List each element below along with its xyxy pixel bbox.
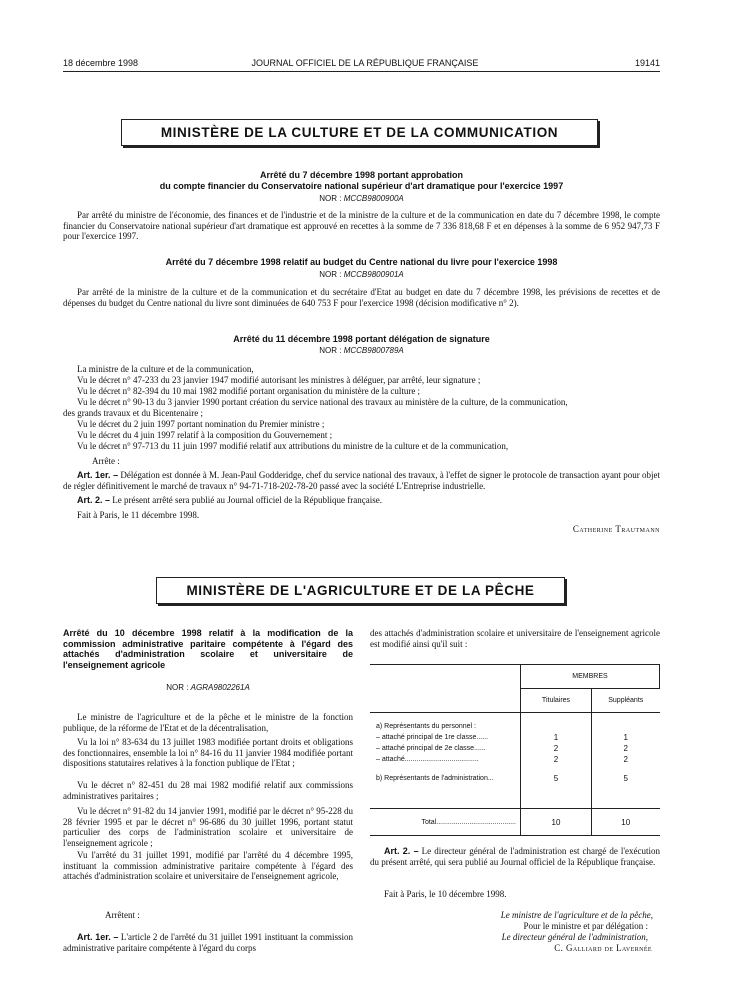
- article-label: Art. 2. –: [77, 495, 111, 505]
- table-cell: [521, 721, 591, 732]
- decree2-nor: [63, 270, 660, 280]
- decree3-title: Arrêté du 11 décembre 1998 portant délégation de signature: [233, 334, 490, 344]
- ministry-agriculture-banner: MINISTÈRE DE L'AGRICULTURE ET DE LA PÊCHE: [156, 577, 565, 604]
- table-row-label: – attaché principal de 2e classe......: [376, 745, 486, 752]
- article-label: Art. 2. –: [384, 846, 419, 856]
- header-rule: [63, 71, 660, 72]
- decree3-line: Vu le décret n° 47-233 du 23 janvier 1947 modifié autorisant les ministres à déléguer, par arrêté, leur signature ;: [77, 375, 481, 385]
- nor-code: MCCB9800900A: [343, 194, 404, 203]
- table-row-labels: [370, 713, 521, 809]
- decree2-title: Arrêté du 7 décembre 1998 relatif au budget du Centre national du livre pour l'exercice 1998: [165, 257, 558, 267]
- table-row-label: – attaché......................................: [376, 756, 479, 763]
- decree4-signature-name: C. Galliard de Lavernée: [554, 943, 652, 953]
- table-cell: 2: [623, 744, 628, 753]
- decree3-line: La ministre de la culture et de la communication,: [77, 364, 254, 374]
- header-page-number: 19141: [634, 58, 660, 68]
- decree4-title: Arrêté du 10 décembre 1998 relatif à la modification de la commission administrative paritaire compétente à l'égard des attachés d'administration scolaire et universitaire de l'enseignement agricole: [63, 628, 353, 670]
- table-corner: [370, 665, 521, 713]
- decree3-line: Vu le décret du 2 juin 1997 portant nomination du Premier ministre ;: [77, 419, 325, 429]
- decree3-line: Vu le décret n° 97-713 du 11 juin 1997 modifié relatif aux attributions du ministre de la culture et de la communication,: [77, 441, 509, 451]
- decree4-nor: [63, 683, 353, 693]
- table-cell: 1: [553, 733, 559, 742]
- table-cell: [592, 721, 660, 732]
- decree4-signature-line: Le ministre de l'agriculture et de la pêche,: [500, 910, 653, 920]
- decree3-arrete: Arrête :: [92, 456, 120, 466]
- decree3-signature: Catherine Trautmann: [572, 524, 660, 534]
- table-cell: 2: [553, 744, 559, 753]
- article-text: Le présent arrêté sera publié au Journal officiel de la République française.: [110, 495, 382, 505]
- ministry-culture-banner: MINISTÈRE DE LA CULTURE ET DE LA COMMUNICATION: [121, 119, 598, 146]
- table-col-titulaires: [521, 713, 592, 809]
- decree4-right-intro: des attachés d'administration scolaire et universitaire de l'enseignement agricole est modifié ainsi qu'il suit :: [370, 628, 660, 649]
- nor-label: NOR :: [319, 346, 344, 355]
- nor-code: MCCB9800901A: [343, 270, 404, 279]
- article-label: Art. 1er. –: [77, 932, 119, 942]
- table-cell: 2: [623, 755, 628, 764]
- table-total-label: Total.........................................: [370, 809, 521, 836]
- decree4-signature-line: Le directeur général de l'administration,: [501, 932, 648, 942]
- decree3-line: Vu le décret n° 82-394 du 10 mai 1982 modifié portant organisation du ministère de la culture ;: [77, 386, 421, 396]
- header-date: 18 décembre 1998: [63, 58, 139, 68]
- nor-label: NOR :: [166, 683, 191, 692]
- decree1-title-line2: du compte financier du Conservatoire national supérieur d'art dramatique pour l'exercice 1997: [159, 181, 564, 191]
- decree3-line: Vu le décret n° 90-13 du 3 janvier 1990 portant création du service national des travaux au ministère de la culture, de la communication,: [77, 397, 568, 407]
- nor-code: AGRA9802261A: [190, 683, 250, 692]
- table-total-suppleants: 10: [592, 809, 660, 836]
- table-col-header: Titulaires: [521, 689, 592, 713]
- article-label: Art. 1er. –: [77, 470, 119, 480]
- table-cell: 5: [623, 774, 628, 783]
- article-text: Le directeur général de l'administration est chargé de l'exécution du présent arrêté, qui sera publié au Journal officiel de la République française.: [370, 846, 660, 867]
- decree4-para: Vu la loi n° 83-634 du 13 juillet 1983 modifiée portant droits et obligations des fonctionnaires, ensemble la loi n° 84-16 du 11 janvier 1984 modifiée portant dispositions statutaires relatives à la fonction publique de l'Etat ;: [63, 737, 353, 769]
- decree1-text: Par arrêté du ministre de l'économie, des finances et de l'industrie et de la ministre de la culture et de la communication en date du 7 décembre 1998, le compte financier du Conservatoire national supérieur d'art dramatique est approuvé en recettes à la somme de 7 336 818,68 F et en dépenses à la somme de 6 952 947,73 F pour l'exercice 1997.: [63, 210, 660, 241]
- table-cell: 5: [553, 774, 559, 783]
- decree4-done: Fait à Paris, le 10 décembre 1998.: [384, 889, 507, 899]
- table-cell: 1: [623, 733, 628, 742]
- decree3-article1: [63, 470, 660, 491]
- decree3-article2: [63, 495, 660, 506]
- decree1-nor: [63, 194, 660, 204]
- header-journal: JOURNAL OFFICIEL DE LA RÉPUBLIQUE FRANÇAISE: [251, 58, 479, 68]
- decree4-arretent: Arrêtent :: [105, 910, 140, 920]
- table-row-label: b) Représentants de l'administration...: [376, 775, 494, 782]
- table-row-label: – attaché principal de 1re classe......: [376, 734, 489, 741]
- decree2-text: Par arrêté de la ministre de la culture et de la communication et du secrétaire d'Etat au budget en date du 7 décembre 1998, les prévisions de recettes et de dépenses du budget du Centre national du livre sont diminuées de 640 753 F pour l'exercice 1998 (décision modificative n° 2).: [63, 287, 660, 308]
- table-cell: 2: [553, 755, 559, 764]
- decree3-nor: [63, 346, 660, 356]
- decree4-para: Le ministre de l'agriculture et de la pêche et le ministre de la fonction publique, de la réforme de l'Etat et de la décentralisation,: [63, 712, 353, 733]
- decree3-done: Fait à Paris, le 11 décembre 1998.: [77, 510, 200, 520]
- nor-code: MCCB9800789A: [343, 346, 404, 355]
- decree4-signature-line: Pour le ministre et par délégation :: [523, 921, 648, 931]
- decree4-para: Vu le décret n° 91-82 du 14 janvier 1991, modifié par le décret n° 95-228 du 28 février 1995 et par le décret n° 96-686 du 30 juillet 1996, portant statut particulier des corps de l'administration scolaire et universitaire de l'enseignement agricole ;: [63, 806, 353, 848]
- decree1-title-line1: Arrêté du 7 décembre 1998 portant approbation: [259, 170, 464, 180]
- decree4-para: Vu l'arrêté du 31 juillet 1991, modifié par l'arrêté du 4 décembre 1995, instituant la commission administrative paritaire compétente à l'égard des attachés d'administration scolaire et universitaire de l'enseignement agricole,: [63, 850, 353, 882]
- decree4-article1: [63, 932, 353, 953]
- table-row-label: a) Représentants du personnel :: [376, 723, 477, 730]
- article-text: L'article 2 de l'arrêté du 31 juillet 1991 instituant la commission administrative paritaire compétente à l'égard du corps: [63, 932, 353, 953]
- members-table: [370, 664, 660, 836]
- decree4-article2: [370, 846, 660, 867]
- decree4-para: Vu le décret n° 82-451 du 28 mai 1982 modifié relatif aux commissions administratives paritaires ;: [63, 780, 353, 801]
- decree3-line: des grands travaux et du Bicentenaire ;: [63, 408, 203, 418]
- nor-label: NOR :: [319, 194, 344, 203]
- table-total-titulaires: 10: [521, 809, 592, 836]
- table-group-header: MEMBRES: [521, 665, 660, 689]
- article-text: Délégation est donnée à M. Jean-Paul Godderidge, chef du service national des travaux, à l'effet de signer le protocole de transaction ayant pour objet de régler définitivement le marché de travaux n° 94-71-718-202-78-20 passé avec la société L'Entreprise industrielle.: [63, 470, 660, 491]
- nor-label: NOR :: [319, 270, 344, 279]
- table-col-suppleants: [592, 713, 660, 809]
- table-col-header: Suppléants: [592, 689, 660, 713]
- decree3-line: Vu le décret du 4 juin 1997 relatif à la composition du Gouvernement ;: [77, 430, 333, 440]
